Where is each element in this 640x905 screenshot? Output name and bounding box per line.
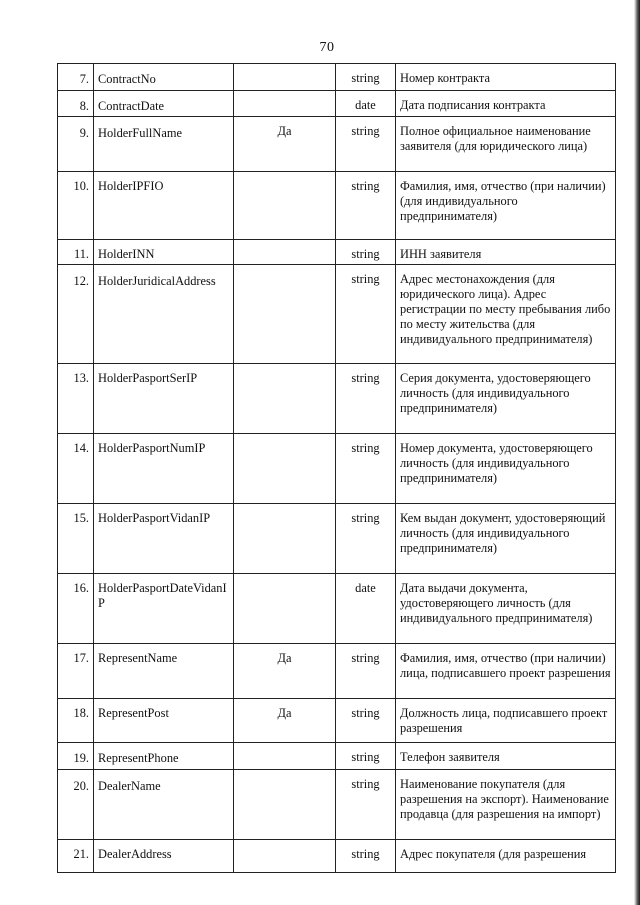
table-row bbox=[58, 770, 616, 840]
field-description: ИНН заявителя bbox=[396, 240, 616, 265]
field-description: Фамилия, имя, отчество (при наличии) (для индивидуального предпринимателя) bbox=[396, 172, 616, 240]
table-row bbox=[58, 91, 616, 117]
row-number: 20. bbox=[58, 770, 94, 840]
field-type: string bbox=[336, 117, 396, 172]
table-row bbox=[58, 743, 616, 770]
field-required: Да bbox=[234, 699, 336, 743]
field-name: HolderPasportDateVidanIP bbox=[94, 574, 234, 644]
field-description: Адрес местонахождения (для юридического лица). Адрес регистрации по месту пребывания либо по месту жительства (для индивидуального предпринимателя) bbox=[396, 265, 616, 364]
field-name: ContractNo bbox=[94, 64, 234, 91]
field-name: HolderFullName bbox=[94, 117, 234, 172]
row-number: 13. bbox=[58, 364, 94, 434]
field-name: DealerAddress bbox=[94, 840, 234, 873]
field-name: RepresentName bbox=[94, 644, 234, 699]
field-type: string bbox=[336, 770, 396, 840]
row-number: 19. bbox=[58, 743, 94, 770]
row-number: 18. bbox=[58, 699, 94, 743]
row-number: 11. bbox=[58, 240, 94, 265]
field-required bbox=[234, 265, 336, 364]
field-description: Серия документа, удостоверяющего личность (для индивидуального предпринимателя) bbox=[396, 364, 616, 434]
row-number: 21. bbox=[58, 840, 94, 873]
field-required bbox=[234, 840, 336, 873]
field-name: HolderPasportNumIP bbox=[94, 434, 234, 504]
field-description: Дата подписания контракта bbox=[396, 91, 616, 117]
field-name: ContractDate bbox=[94, 91, 234, 117]
field-type: string bbox=[336, 265, 396, 364]
table-row bbox=[58, 574, 616, 644]
field-type: string bbox=[336, 743, 396, 770]
field-name: HolderPasportSerIP bbox=[94, 364, 234, 434]
field-name: HolderIPFIO bbox=[94, 172, 234, 240]
field-type: string bbox=[336, 240, 396, 265]
row-number: 8. bbox=[58, 91, 94, 117]
field-required bbox=[234, 91, 336, 117]
table-row bbox=[58, 64, 616, 91]
field-name: DealerName bbox=[94, 770, 234, 840]
field-required bbox=[234, 172, 336, 240]
field-description: Телефон заявителя bbox=[396, 743, 616, 770]
field-required bbox=[234, 240, 336, 265]
field-required: Да bbox=[234, 644, 336, 699]
field-required bbox=[234, 770, 336, 840]
row-number: 10. bbox=[58, 172, 94, 240]
field-required bbox=[234, 504, 336, 574]
field-type: string bbox=[336, 699, 396, 743]
table-row bbox=[58, 240, 616, 265]
row-number: 14. bbox=[58, 434, 94, 504]
field-description: Кем выдан документ, удостоверяющий личность (для индивидуального предпринимателя) bbox=[396, 504, 616, 574]
field-required bbox=[234, 64, 336, 91]
field-name: HolderPasportVidanIP bbox=[94, 504, 234, 574]
field-required: Да bbox=[234, 117, 336, 172]
page-number: 70 bbox=[319, 40, 335, 55]
field-type: string bbox=[336, 434, 396, 504]
field-required bbox=[234, 434, 336, 504]
field-description: Должность лица, подписавшего проект разрешения bbox=[396, 699, 616, 743]
table-row bbox=[58, 434, 616, 504]
table-row bbox=[58, 265, 616, 364]
table-row bbox=[58, 504, 616, 574]
field-type: date bbox=[336, 574, 396, 644]
row-number: 16. bbox=[58, 574, 94, 644]
field-description: Адрес покупателя (для разрешения bbox=[396, 840, 616, 873]
table-row bbox=[58, 840, 616, 873]
field-description: Номер контракта bbox=[396, 64, 616, 91]
scan-edge-shadow bbox=[634, 0, 640, 905]
table-row bbox=[58, 699, 616, 743]
row-number: 15. bbox=[58, 504, 94, 574]
field-type: string bbox=[336, 504, 396, 574]
row-number: 17. bbox=[58, 644, 94, 699]
field-type: string bbox=[336, 64, 396, 91]
field-name: HolderINN bbox=[94, 240, 234, 265]
field-name: RepresentPost bbox=[94, 699, 234, 743]
field-description: Номер документа, удостоверяющего личность (для индивидуального предпринимателя) bbox=[396, 434, 616, 504]
field-required bbox=[234, 743, 336, 770]
field-description: Дата выдачи документа, удостоверяющего личность (для индивидуального предпринимателя) bbox=[396, 574, 616, 644]
table-row bbox=[58, 172, 616, 240]
field-type: string bbox=[336, 172, 396, 240]
field-type: string bbox=[336, 840, 396, 873]
table-row bbox=[58, 117, 616, 172]
field-name: RepresentPhone bbox=[94, 743, 234, 770]
field-name: HolderJuridicalAddress bbox=[94, 265, 234, 364]
table-row bbox=[58, 644, 616, 699]
field-type: string bbox=[336, 644, 396, 699]
row-number: 9. bbox=[58, 117, 94, 172]
row-number: 7. bbox=[58, 64, 94, 91]
row-number: 12. bbox=[58, 265, 94, 364]
field-required bbox=[234, 364, 336, 434]
field-description: Наименование покупателя (для разрешения на экспорт). Наименование продавца (для разрешения на импорт) bbox=[396, 770, 616, 840]
field-type: date bbox=[336, 91, 396, 117]
field-type: string bbox=[336, 364, 396, 434]
field-description: Полное официальное наименование заявителя (для юридического лица) bbox=[396, 117, 616, 172]
field-required bbox=[234, 574, 336, 644]
field-description: Фамилия, имя, отчество (при наличии) лица, подписавшего проект разрешения bbox=[396, 644, 616, 699]
table-row bbox=[58, 364, 616, 434]
fields-table bbox=[57, 63, 616, 873]
